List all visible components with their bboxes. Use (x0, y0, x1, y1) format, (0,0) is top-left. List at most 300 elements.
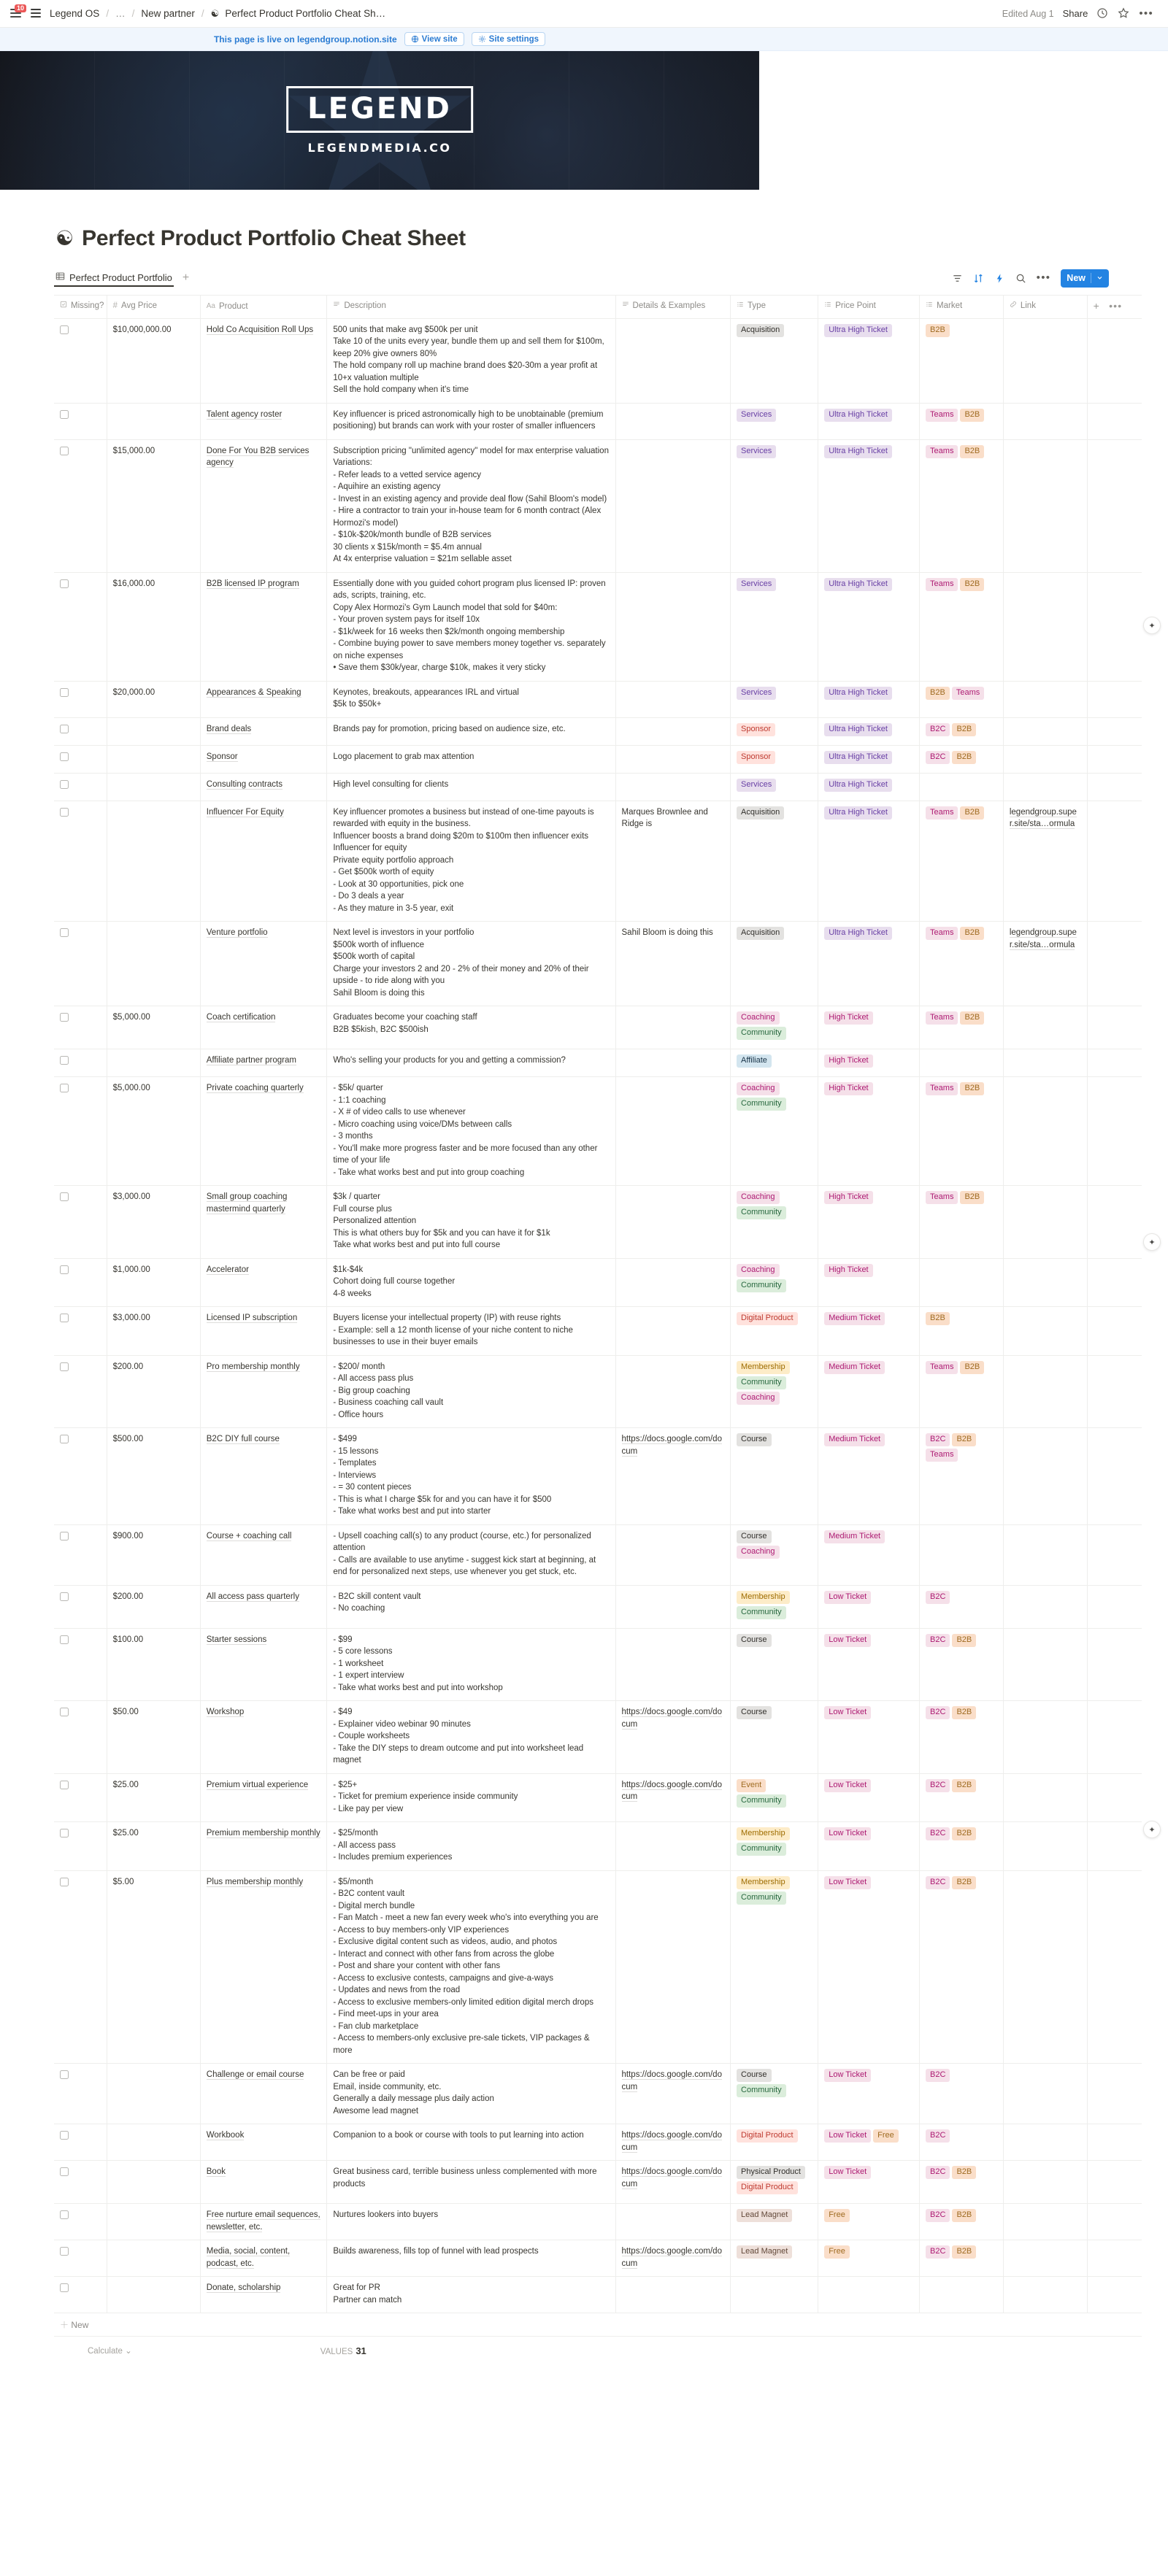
table-row[interactable] (54, 1186, 1142, 1259)
tag[interactable]: Ultra High Ticket (824, 751, 892, 764)
market-cell[interactable] (920, 1307, 1004, 1356)
tag[interactable]: Community (737, 1027, 786, 1040)
tag[interactable]: Physical Product (737, 2166, 805, 2179)
link-cell[interactable] (1003, 1307, 1087, 1356)
type-cell[interactable] (731, 2204, 818, 2240)
details-examples-cell[interactable] (615, 1258, 731, 1307)
description-cell[interactable] (327, 773, 615, 801)
link-cell[interactable] (1003, 403, 1087, 439)
missing-checkbox-cell[interactable] (54, 403, 107, 439)
product-name-link[interactable]: Media, social, content, podcast, etc. (206, 2247, 291, 2268)
tag[interactable]: Coaching (737, 1011, 779, 1025)
details-url[interactable]: https://docs.google.com/docum (621, 2131, 722, 2152)
checkbox[interactable] (60, 410, 69, 419)
table-row[interactable] (54, 2161, 1142, 2204)
tag[interactable]: B2C (926, 1827, 950, 1840)
missing-checkbox-cell[interactable] (54, 1701, 107, 1774)
avg-price-cell[interactable] (107, 403, 200, 439)
missing-checkbox-cell[interactable] (54, 2240, 107, 2277)
tag[interactable]: Coaching (737, 1191, 779, 1204)
tag[interactable]: Services (737, 409, 776, 422)
type-cell[interactable] (731, 1428, 818, 1525)
tag[interactable]: High Ticket (824, 1082, 872, 1095)
table-row[interactable] (54, 2204, 1142, 2240)
checkbox[interactable] (60, 2131, 69, 2140)
description-cell[interactable] (327, 1428, 615, 1525)
tag[interactable]: B2B (960, 1361, 984, 1374)
market-cell[interactable] (920, 1355, 1004, 1428)
product-name-link[interactable]: Starter sessions (206, 1635, 267, 1644)
tag[interactable]: Ultra High Ticket (824, 578, 892, 591)
checkbox[interactable] (60, 1708, 69, 1716)
avg-price-cell[interactable]: $5.00 (107, 1870, 200, 2064)
description-cell[interactable] (327, 318, 615, 403)
price-point-cell[interactable] (818, 1870, 920, 2064)
product-cell[interactable] (200, 2277, 327, 2313)
tag[interactable]: Course (737, 1634, 771, 1647)
market-cell[interactable] (920, 773, 1004, 801)
avg-price-cell[interactable]: $100.00 (107, 1628, 200, 1701)
type-cell[interactable] (731, 773, 818, 801)
price-point-cell[interactable] (818, 2277, 920, 2313)
product-cell[interactable] (200, 318, 327, 403)
tag[interactable]: Teams (926, 806, 958, 820)
description-cell[interactable] (327, 717, 615, 745)
market-cell[interactable] (920, 439, 1004, 572)
missing-checkbox-cell[interactable] (54, 745, 107, 773)
price-point-cell[interactable] (818, 1428, 920, 1525)
product-cell[interactable] (200, 439, 327, 572)
type-cell[interactable] (731, 1628, 818, 1701)
description-cell[interactable] (327, 922, 615, 1006)
column-header-avg-price[interactable] (107, 296, 200, 319)
tag[interactable]: B2B (960, 806, 984, 820)
tag[interactable]: Ultra High Ticket (824, 445, 892, 458)
product-name-link[interactable]: All access pass quarterly (206, 1592, 299, 1601)
description-cell[interactable] (327, 2124, 615, 2161)
avg-price-cell[interactable] (107, 2161, 200, 2204)
details-examples-cell[interactable] (615, 1870, 731, 2064)
details-examples-cell[interactable] (615, 1186, 731, 1259)
price-point-cell[interactable] (818, 1628, 920, 1701)
description-cell[interactable] (327, 403, 615, 439)
tag[interactable]: Membership (737, 1591, 790, 1604)
details-url[interactable]: https://docs.google.com/docum (621, 2247, 722, 2268)
price-point-cell[interactable] (818, 1701, 920, 1774)
link-cell[interactable] (1003, 1524, 1087, 1585)
tag[interactable]: Services (737, 779, 776, 792)
product-name-link[interactable]: Donate, scholarship (206, 2283, 281, 2292)
tag[interactable]: B2B (960, 578, 984, 591)
tag[interactable]: B2B (960, 445, 984, 458)
price-point-cell[interactable] (818, 2064, 920, 2124)
price-point-cell[interactable] (818, 2240, 920, 2277)
checkbox[interactable] (60, 1878, 69, 1886)
missing-checkbox-cell[interactable] (54, 2161, 107, 2204)
checkbox[interactable] (60, 1192, 69, 1201)
table-row[interactable] (54, 2064, 1142, 2124)
missing-checkbox-cell[interactable] (54, 2124, 107, 2161)
checkbox[interactable] (60, 808, 69, 817)
column-header-product[interactable] (200, 296, 327, 319)
type-cell[interactable] (731, 681, 818, 717)
missing-checkbox-cell[interactable] (54, 439, 107, 572)
avg-price-cell[interactable]: $50.00 (107, 1701, 200, 1774)
tag[interactable]: B2B (926, 687, 950, 700)
product-cell[interactable] (200, 1049, 327, 1077)
market-cell[interactable] (920, 2124, 1004, 2161)
filter-icon[interactable] (952, 273, 963, 284)
more-icon[interactable]: ••• (1139, 7, 1153, 20)
missing-checkbox-cell[interactable] (54, 922, 107, 1006)
missing-checkbox-cell[interactable] (54, 1049, 107, 1077)
details-examples-cell[interactable] (615, 717, 731, 745)
product-cell[interactable] (200, 1628, 327, 1701)
price-point-cell[interactable] (818, 1077, 920, 1186)
table-row[interactable] (54, 1773, 1142, 1822)
description-cell[interactable] (327, 1077, 615, 1186)
tag[interactable]: Low Ticket (824, 1876, 871, 1889)
tag[interactable]: Teams (926, 1191, 958, 1204)
price-point-cell[interactable] (818, 1822, 920, 1871)
price-point-cell[interactable] (818, 745, 920, 773)
tag[interactable]: Community (737, 1606, 786, 1619)
table-options-icon[interactable]: ••• (1109, 300, 1123, 312)
market-cell[interactable] (920, 1428, 1004, 1525)
price-point-cell[interactable] (818, 1355, 920, 1428)
tag[interactable]: Lead Magnet (737, 2209, 792, 2222)
details-examples-cell[interactable] (615, 773, 731, 801)
missing-checkbox-cell[interactable] (54, 2277, 107, 2313)
details-examples-cell[interactable] (615, 2064, 731, 2124)
checkbox[interactable] (60, 688, 69, 697)
avg-price-cell[interactable]: $10,000,000.00 (107, 318, 200, 403)
checkbox[interactable] (60, 325, 69, 334)
tag[interactable]: Lead Magnet (737, 2245, 792, 2259)
link-cell[interactable] (1003, 1628, 1087, 1701)
price-point-cell[interactable] (818, 1524, 920, 1585)
tag[interactable]: Teams (926, 1082, 958, 1095)
type-cell[interactable] (731, 572, 818, 681)
checkbox[interactable] (60, 1265, 69, 1274)
tag[interactable]: B2C (926, 1779, 950, 1792)
type-cell[interactable] (731, 1077, 818, 1186)
details-examples-cell[interactable] (615, 1773, 731, 1822)
market-cell[interactable] (920, 745, 1004, 773)
product-name-link[interactable]: Brand deals (206, 724, 252, 733)
description-cell[interactable] (327, 1307, 615, 1356)
link-cell[interactable] (1003, 318, 1087, 403)
description-cell[interactable] (327, 1258, 615, 1307)
details-examples-cell[interactable] (615, 318, 731, 403)
details-examples-cell[interactable] (615, 403, 731, 439)
product-cell[interactable] (200, 1077, 327, 1186)
tag[interactable]: B2B (960, 409, 984, 422)
new-record-button[interactable] (1061, 269, 1109, 288)
type-cell[interactable] (731, 922, 818, 1006)
checkbox[interactable] (60, 1013, 69, 1022)
link-cell[interactable] (1003, 1585, 1087, 1628)
tag[interactable]: Affiliate (737, 1054, 772, 1068)
link-cell[interactable] (1003, 1822, 1087, 1871)
price-point-cell[interactable] (818, 1186, 920, 1259)
tag[interactable]: Teams (926, 927, 958, 940)
product-cell[interactable] (200, 1524, 327, 1585)
tag[interactable]: Sponsor (737, 751, 775, 764)
missing-checkbox-cell[interactable] (54, 1585, 107, 1628)
tag[interactable]: Teams (926, 409, 958, 422)
tag[interactable]: B2C (926, 1706, 950, 1719)
tag[interactable]: B2C (926, 1433, 950, 1446)
description-cell[interactable] (327, 1006, 615, 1049)
tab-perfect-product-portfolio[interactable] (54, 269, 174, 287)
table-row[interactable] (54, 1822, 1142, 1871)
tag[interactable]: Course (737, 1706, 771, 1719)
product-cell[interactable] (200, 2204, 327, 2240)
table-row[interactable] (54, 1049, 1142, 1077)
tag[interactable]: Digital Product (737, 2129, 798, 2143)
tag[interactable]: Free (873, 2129, 899, 2143)
product-cell[interactable] (200, 922, 327, 1006)
page-title-text[interactable]: Perfect Product Portfolio Cheat Sheet (82, 226, 466, 250)
price-point-cell[interactable] (818, 2204, 920, 2240)
missing-checkbox-cell[interactable] (54, 1186, 107, 1259)
product-cell[interactable] (200, 1006, 327, 1049)
product-cell[interactable] (200, 1822, 327, 1871)
type-cell[interactable] (731, 717, 818, 745)
tag[interactable]: Low Ticket (824, 1706, 871, 1719)
tag[interactable]: Sponsor (737, 723, 775, 736)
details-url[interactable]: https://docs.google.com/docum (621, 1708, 722, 1729)
product-name-link[interactable]: Workshop (206, 1708, 245, 1716)
market-cell[interactable] (920, 318, 1004, 403)
type-cell[interactable] (731, 1258, 818, 1307)
missing-checkbox-cell[interactable] (54, 773, 107, 801)
market-cell[interactable] (920, 681, 1004, 717)
missing-checkbox-cell[interactable] (54, 1307, 107, 1356)
tag[interactable]: B2B (952, 751, 976, 764)
tag[interactable]: B2B (926, 1312, 950, 1325)
details-url[interactable]: https://docs.google.com/docum (621, 2070, 722, 2091)
checkbox[interactable] (60, 928, 69, 937)
calculate-button[interactable] (88, 2345, 132, 2356)
tag[interactable]: Community (737, 1206, 786, 1219)
new-row-button[interactable] (54, 2313, 1142, 2337)
type-cell[interactable] (731, 1822, 818, 1871)
tag[interactable]: B2B (952, 1827, 976, 1840)
details-examples-cell[interactable] (615, 572, 731, 681)
avg-price-cell[interactable] (107, 2124, 200, 2161)
product-name-link[interactable]: Influencer For Equity (206, 807, 284, 817)
price-point-cell[interactable] (818, 572, 920, 681)
price-point-cell[interactable] (818, 1258, 920, 1307)
market-cell[interactable] (920, 2240, 1004, 2277)
sidebar-toggle-icon[interactable] (10, 4, 25, 20)
search-icon[interactable] (1015, 273, 1026, 284)
product-cell[interactable] (200, 1186, 327, 1259)
automation-icon[interactable] (994, 273, 1005, 284)
description-cell[interactable] (327, 2240, 615, 2277)
link-url[interactable]: legendgroup.super.site/sta…ormula (1009, 807, 1077, 828)
product-name-link[interactable]: Talent agency roster (206, 409, 283, 419)
type-cell[interactable] (731, 318, 818, 403)
missing-checkbox-cell[interactable] (54, 1355, 107, 1428)
tag[interactable]: B2C (926, 1591, 950, 1604)
tag[interactable]: Membership (737, 1827, 790, 1840)
link-cell[interactable] (1003, 1870, 1087, 2064)
table-row[interactable] (54, 1006, 1142, 1049)
price-point-cell[interactable] (818, 717, 920, 745)
product-name-link[interactable]: Accelerator (206, 1265, 249, 1274)
checkbox[interactable] (60, 752, 69, 761)
ai-assist-button[interactable]: ✦ (1143, 1233, 1161, 1251)
tag[interactable]: Community (737, 1376, 786, 1389)
market-cell[interactable] (920, 1628, 1004, 1701)
tag[interactable]: Medium Ticket (824, 1433, 885, 1446)
link-cell[interactable] (1003, 773, 1087, 801)
description-cell[interactable] (327, 2277, 615, 2313)
product-name-link[interactable]: Hold Co Acquisition Roll Ups (206, 325, 314, 334)
table-row[interactable] (54, 801, 1142, 922)
checkbox[interactable] (60, 1435, 69, 1443)
tag[interactable]: Medium Ticket (824, 1530, 885, 1543)
checkbox[interactable] (60, 1314, 69, 1322)
column-header-missing[interactable] (54, 296, 107, 319)
tag[interactable]: Community (737, 1891, 786, 1905)
tag[interactable]: B2B (952, 1706, 976, 1719)
market-cell[interactable] (920, 2064, 1004, 2124)
details-examples-cell[interactable] (615, 1701, 731, 1774)
tag[interactable]: Event (737, 1779, 766, 1792)
description-cell[interactable] (327, 2161, 615, 2204)
description-cell[interactable] (327, 801, 615, 922)
market-cell[interactable] (920, 1524, 1004, 1585)
tag[interactable]: B2C (926, 2245, 950, 2259)
details-examples-cell[interactable] (615, 1524, 731, 1585)
product-cell[interactable] (200, 1701, 327, 1774)
checkbox[interactable] (60, 1084, 69, 1092)
checkbox[interactable] (60, 2070, 69, 2079)
tag[interactable]: Community (737, 1843, 786, 1856)
product-name-link[interactable]: Pro membership monthly (206, 1362, 300, 1371)
tag[interactable]: Coaching (737, 1264, 779, 1277)
product-name-link[interactable]: Plus membership monthly (206, 1877, 304, 1886)
avg-price-cell[interactable]: $500.00 (107, 1428, 200, 1525)
price-point-cell[interactable] (818, 403, 920, 439)
details-examples-cell[interactable] (615, 1049, 731, 1077)
table-row[interactable] (54, 717, 1142, 745)
market-cell[interactable] (920, 1186, 1004, 1259)
market-cell[interactable] (920, 2277, 1004, 2313)
checkbox[interactable] (60, 1532, 69, 1540)
workspace-icon[interactable] (31, 8, 44, 20)
product-cell[interactable] (200, 2161, 327, 2204)
checkbox[interactable] (60, 2167, 69, 2176)
tag[interactable]: Acquisition (737, 806, 784, 820)
table-row[interactable] (54, 681, 1142, 717)
link-cell[interactable] (1003, 681, 1087, 717)
tag[interactable]: Ultra High Ticket (824, 779, 892, 792)
details-url[interactable]: https://docs.google.com/docum (621, 2167, 722, 2189)
tag[interactable]: Services (737, 445, 776, 458)
table-row[interactable] (54, 572, 1142, 681)
market-cell[interactable] (920, 1585, 1004, 1628)
avg-price-cell[interactable] (107, 745, 200, 773)
link-cell[interactable] (1003, 1428, 1087, 1525)
column-header-market[interactable] (920, 296, 1004, 319)
add-column-icon[interactable]: + (1093, 300, 1099, 312)
tag[interactable]: B2B (960, 1082, 984, 1095)
tag[interactable]: Coaching (737, 1546, 779, 1559)
type-cell[interactable] (731, 2277, 818, 2313)
details-examples-cell[interactable] (615, 1822, 731, 1871)
tag[interactable]: Services (737, 687, 776, 700)
ai-assist-button[interactable]: ✦ (1143, 1821, 1161, 1838)
page-icon[interactable]: ☯ (55, 227, 74, 250)
missing-checkbox-cell[interactable] (54, 1428, 107, 1525)
product-cell[interactable] (200, 1428, 327, 1525)
description-cell[interactable] (327, 681, 615, 717)
type-cell[interactable] (731, 2064, 818, 2124)
tag[interactable]: Course (737, 1433, 771, 1446)
product-cell[interactable] (200, 717, 327, 745)
tag[interactable]: Community (737, 1794, 786, 1808)
checkbox[interactable] (60, 2247, 69, 2256)
avg-price-cell[interactable] (107, 2064, 200, 2124)
type-cell[interactable] (731, 1006, 818, 1049)
column-header-details-examples[interactable] (615, 296, 731, 319)
type-cell[interactable] (731, 1701, 818, 1774)
product-cell[interactable] (200, 1258, 327, 1307)
tag[interactable]: B2B (952, 1433, 976, 1446)
product-cell[interactable] (200, 1307, 327, 1356)
breadcrumb-item-new-partner[interactable]: New partner (141, 8, 195, 19)
product-name-link[interactable]: Consulting contracts (206, 779, 283, 789)
type-cell[interactable] (731, 2240, 818, 2277)
description-cell[interactable] (327, 1049, 615, 1077)
table-row[interactable] (54, 1355, 1142, 1428)
tag[interactable]: High Ticket (824, 1054, 872, 1068)
avg-price-cell[interactable]: $5,000.00 (107, 1006, 200, 1049)
product-name-link[interactable]: Challenge or email course (206, 2070, 304, 2079)
link-cell[interactable] (1003, 1049, 1087, 1077)
tag[interactable]: Ultra High Ticket (824, 687, 892, 700)
avg-price-cell[interactable] (107, 801, 200, 922)
price-point-cell[interactable] (818, 1307, 920, 1356)
product-name-link[interactable]: Workbook (206, 2131, 245, 2140)
checkbox[interactable] (60, 1362, 69, 1371)
checkbox[interactable] (60, 2210, 69, 2219)
product-name-link[interactable]: B2C DIY full course (206, 1435, 280, 1443)
missing-checkbox-cell[interactable] (54, 1773, 107, 1822)
tag[interactable]: Free (824, 2245, 850, 2259)
link-cell[interactable] (1003, 1701, 1087, 1774)
avg-price-cell[interactable] (107, 773, 200, 801)
tag[interactable]: Low Ticket (824, 1779, 871, 1792)
clock-icon[interactable] (1096, 7, 1109, 20)
description-cell[interactable] (327, 1355, 615, 1428)
table-row[interactable] (54, 1628, 1142, 1701)
product-name-link[interactable]: B2B licensed IP program (206, 579, 299, 588)
tag[interactable]: Teams (926, 578, 958, 591)
product-cell[interactable] (200, 2240, 327, 2277)
product-cell[interactable] (200, 403, 327, 439)
market-cell[interactable] (920, 1822, 1004, 1871)
missing-checkbox-cell[interactable] (54, 1258, 107, 1307)
description-cell[interactable] (327, 1628, 615, 1701)
missing-checkbox-cell[interactable] (54, 572, 107, 681)
tag[interactable]: Ultra High Ticket (824, 409, 892, 422)
